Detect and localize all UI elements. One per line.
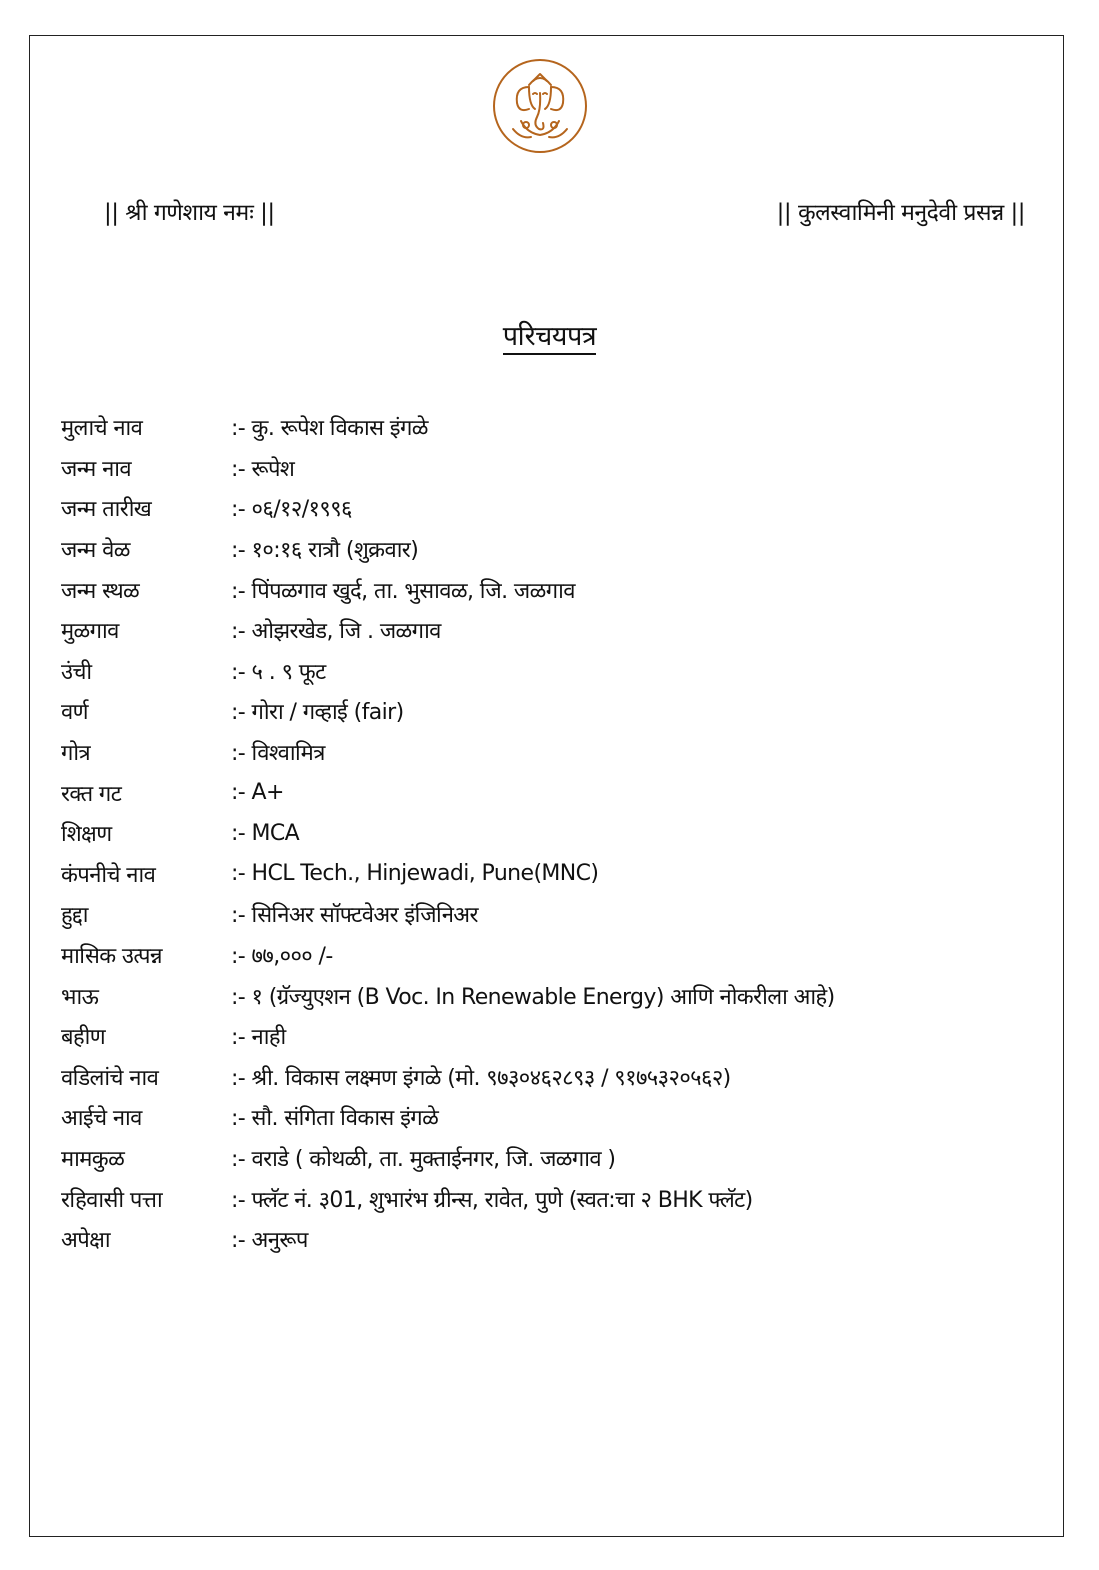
detail-label: कंपनीचे नाव	[61, 862, 156, 888]
detail-value: :- सिनिअर सॉफ्टवेअर इंजिनिअर	[231, 903, 478, 929]
details-list	[61, 407, 1051, 1259]
detail-label: आईचे नाव	[61, 1106, 142, 1132]
document-title: परिचयपत्र	[503, 321, 596, 355]
detail-label: उंची	[61, 659, 92, 685]
detail-row-native-village	[61, 610, 1051, 651]
detail-row-designation	[61, 894, 1051, 935]
detail-row-brother	[61, 975, 1051, 1016]
detail-value: :- नाही	[231, 1025, 286, 1051]
detail-row-father-name	[61, 1057, 1051, 1098]
invocation-right: || कुलस्वामिनी मनुदेवी प्रसन्न ||	[776, 200, 1025, 226]
detail-row-birth-date	[61, 488, 1051, 529]
invocation-left: || श्री गणेशाय नमः ||	[104, 200, 275, 226]
detail-row-expectation	[61, 1219, 1051, 1260]
detail-value: :- HCL Tech., Hinjewadi, Pune(MNC)	[231, 861, 599, 887]
detail-row-company	[61, 854, 1051, 895]
detail-row-birth-time	[61, 529, 1051, 570]
detail-value: :- फ्लॅट नं. ३01, शुभारंभ ग्रीन्स, रावेत, पुणे (स्वत:चा २ BHK फ्लॅट)	[231, 1187, 753, 1213]
detail-value: :- MCA	[231, 820, 300, 846]
detail-label: रहिवासी पत्ता	[61, 1187, 163, 1213]
detail-row-complexion	[61, 691, 1051, 732]
detail-value: :- ५ . ९ फूट	[231, 659, 326, 685]
detail-label: जन्म स्थळ	[61, 578, 140, 604]
detail-label: वडिलांचे नाव	[61, 1065, 159, 1091]
detail-value: :- गोरा / गव्हाई (fair)	[231, 700, 404, 726]
detail-value: :- १०:१६ रात्रौ (शुक्रवार)	[231, 538, 419, 564]
detail-label: रक्त गट	[61, 781, 122, 807]
detail-label: मुळगाव	[61, 619, 119, 645]
detail-label: गोत्र	[61, 741, 91, 767]
detail-row-gotra	[61, 732, 1051, 773]
detail-label: बहीण	[61, 1025, 106, 1051]
detail-row-education	[61, 813, 1051, 854]
ganesha-emblem-icon	[491, 57, 589, 155]
detail-value: :- अनुरूप	[231, 1228, 308, 1254]
detail-label: शिक्षण	[61, 822, 112, 848]
detail-row-height	[61, 651, 1051, 692]
detail-value: :- श्री. विकास लक्ष्मण इंगळे (मो. ९७३०४६२८९३ / ९१७५३२०५६२)	[231, 1065, 731, 1091]
detail-label: अपेक्षा	[61, 1228, 110, 1254]
detail-value: :- A+	[231, 780, 284, 806]
detail-value: :- वराडे ( कोथळी, ता. मुक्ताईनगर, जि. जळगाव )	[231, 1146, 616, 1172]
detail-label: जन्म नाव	[61, 456, 132, 482]
detail-value: :- विश्वामित्र	[231, 741, 325, 767]
detail-label: वर्ण	[61, 700, 88, 726]
detail-row-monthly-income	[61, 935, 1051, 976]
document-title-wrapper	[0, 318, 1099, 356]
detail-row-maternal-family	[61, 1138, 1051, 1179]
detail-row-sister	[61, 1016, 1051, 1057]
detail-row-blood-group	[61, 772, 1051, 813]
detail-row-birth-name	[61, 448, 1051, 489]
detail-row-mother-name	[61, 1097, 1051, 1138]
detail-value: :- १ (ग्रॅज्युएशन (B Voc. In Renewable Energy) आणि नोकरीला आहे)	[231, 984, 835, 1010]
detail-value: :- ओझरखेड, जि . जळगाव	[231, 619, 441, 645]
detail-label: भाऊ	[61, 984, 99, 1010]
detail-value: :- ७७,००० /-	[231, 944, 333, 970]
detail-label: जन्म वेळ	[61, 538, 130, 564]
detail-label: जन्म तारीख	[61, 497, 152, 523]
detail-value: :- सौ. संगिता विकास इंगळे	[231, 1106, 439, 1132]
detail-row-birth-place	[61, 569, 1051, 610]
detail-value: :- पिंपळगाव खुर्द, ता. भुसावळ, जि. जळगाव	[231, 578, 575, 604]
detail-value: :- कु. रूपेश विकास इंगळे	[231, 416, 428, 442]
detail-label: मामकुळ	[61, 1146, 125, 1172]
detail-value: :- ०६/१२/१९९६	[231, 497, 352, 523]
detail-value: :- रूपेश	[231, 456, 295, 482]
detail-row-address	[61, 1178, 1051, 1219]
detail-label: मुलाचे नाव	[61, 416, 143, 442]
detail-label: हुद्दा	[61, 903, 88, 929]
detail-row-boy-name	[61, 407, 1051, 448]
detail-label: मासिक उत्पन्न	[61, 944, 162, 970]
